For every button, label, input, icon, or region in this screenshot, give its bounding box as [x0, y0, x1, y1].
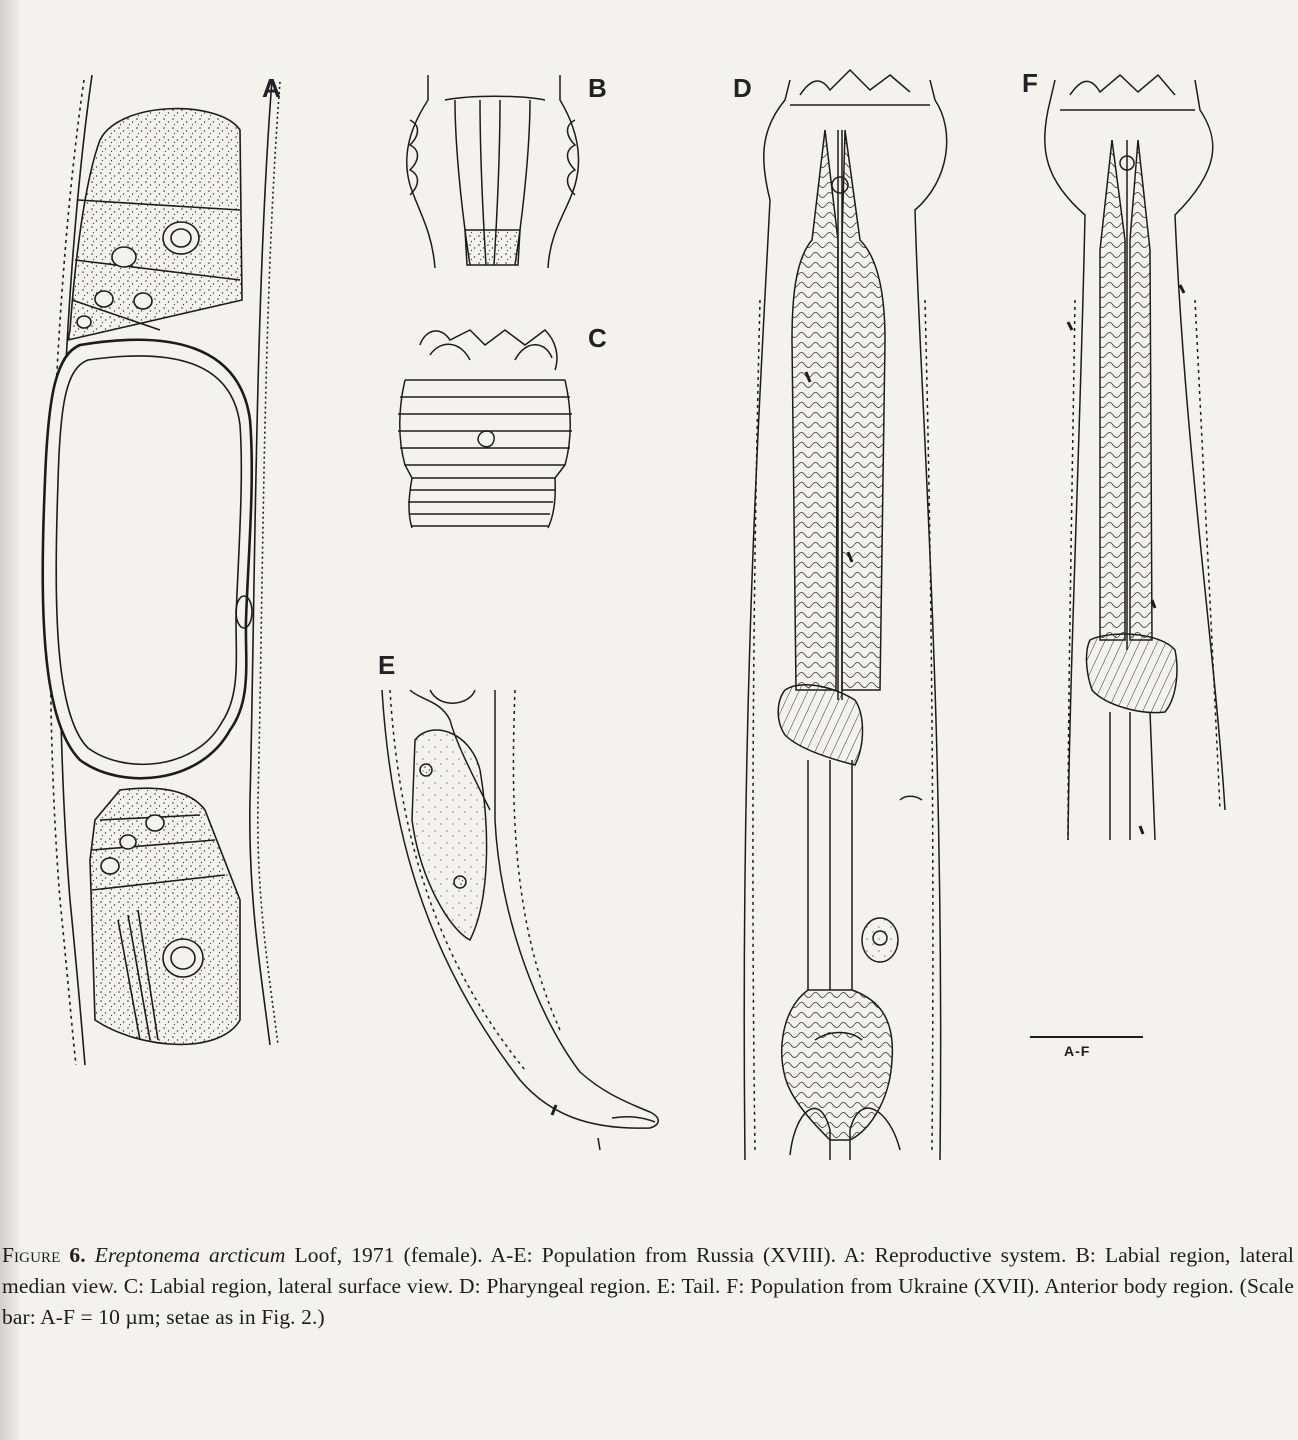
- panel-label-d: D: [733, 73, 752, 103]
- panel-label-e: E: [378, 650, 396, 680]
- figure-caption: [2, 1240, 1294, 1333]
- panel-a-drawing: [43, 75, 280, 1065]
- panel-label-c: C: [588, 323, 607, 353]
- panel-d-drawing: [744, 70, 946, 1160]
- caption-figure-label: Figure: [2, 1243, 61, 1267]
- panel-c-drawing: [398, 330, 572, 528]
- panel-label-b: B: [588, 73, 607, 103]
- caption-species-name: Ereptonema arcticum: [94, 1243, 286, 1267]
- caption-figure-number: 6.: [69, 1243, 86, 1267]
- panel-label-f: F: [1022, 68, 1038, 98]
- panel-label-a: A: [262, 73, 281, 103]
- panel-b-drawing: [407, 75, 579, 268]
- caption-text: Loof, 1971 (female). A-E: Population from Russia (XVIII). A: Reproductive system. B: Labial region, lateral median view. C: Labial region, lateral surface view. D: Pharyngeal region. E: Tail. F: Population from Ukraine (XVII). Anterior body region. (Scale bar: A-F = 10 µm; setae as in Fig. 2.): [2, 1243, 1294, 1329]
- scale-bar-label: A-F: [1064, 1043, 1091, 1059]
- panel-e-drawing: [382, 690, 658, 1150]
- panel-f-drawing: [1045, 75, 1225, 840]
